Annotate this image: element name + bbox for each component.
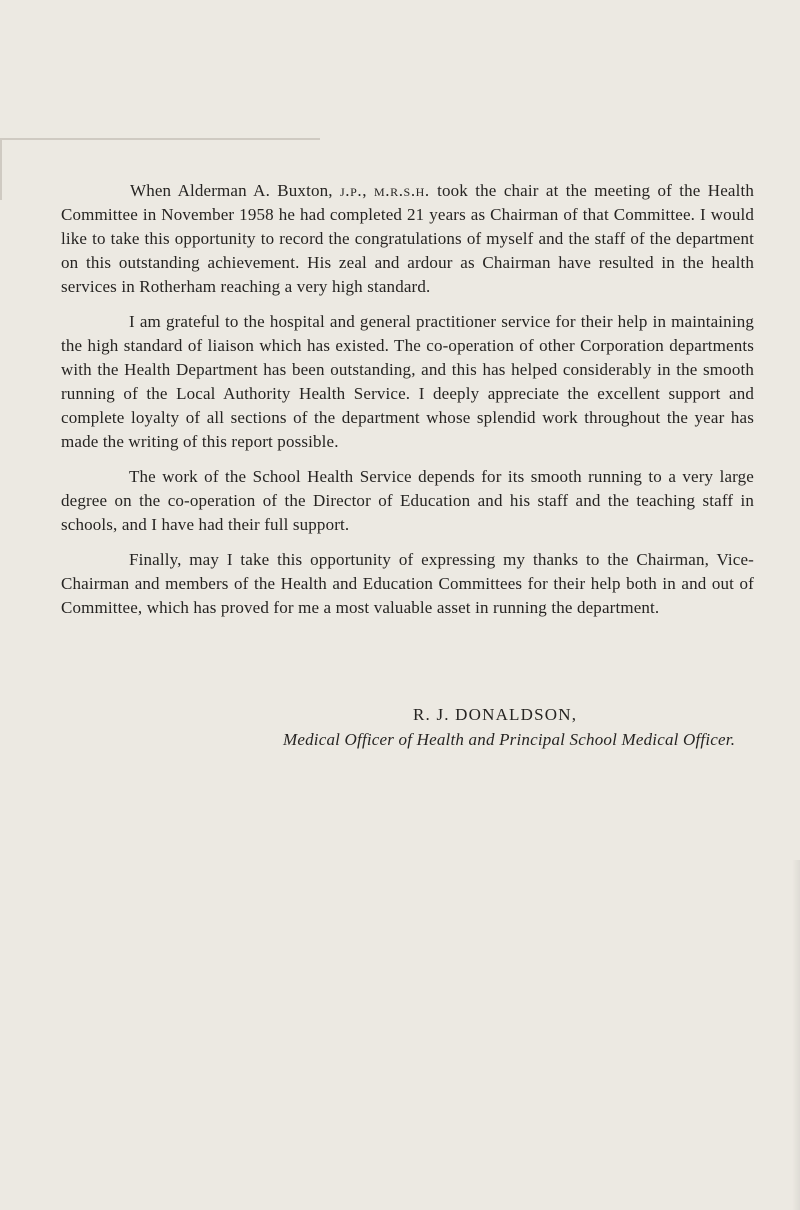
page-edge-right (792, 860, 800, 1210)
page-edge-top (0, 138, 320, 140)
paragraph-3: The work of the School Health Service depends for its smooth running to a very large degree on the co-operation of the Director of Education and his staff and the teaching staff in schools, and I have had their full support. (61, 467, 754, 534)
paragraph-1-rest: took the chair at the meeting of the Health Committee in November 1958 he had completed 21 years as Chairman of that Committee. I would like to take this opportunity to record the congratulations of myself and the staff of the department on this outstanding achievement. His zeal and ardour as Chairman have resulted in the health services in Rotherham reaching a very high standard. (61, 181, 754, 296)
honorific-jp: j.p. (339, 181, 363, 200)
paragraph-1 (61, 179, 754, 299)
paragraph-1-lead: When Alderman A. Buxton, (130, 181, 340, 200)
honorific-mrsh: m.r.s.h. (373, 181, 430, 200)
paragraph-2: I am grateful to the hospital and general practitioner service for their help in maintaining the high standard of liaison which has existed. The co-operation of other Corporation departments with the Health Department has been outstanding, and this has helped considerably in the smooth running of the Local Authority Health Service. I deeply appreciate the excellent support and complete loyalty of all sections of the department whose splendid work throughout the year has made the writing of this report possible. (61, 312, 754, 451)
honorific-separator: , (362, 181, 374, 200)
signatory-name: R. J. DONALDSON, (413, 705, 578, 724)
signatory-title: Medical Officer of Health and Principal School Medical Officer. (283, 730, 736, 749)
page-edge-left (0, 140, 2, 200)
paragraph-4: Finally, may I take this opportunity of expressing my thanks to the Chairman, Vice-Chairman and members of the Health and Education Committees for their help both in and out of Committee, which has proved for me a most valuable asset in running the department. (61, 550, 754, 617)
letter-body (61, 179, 754, 631)
